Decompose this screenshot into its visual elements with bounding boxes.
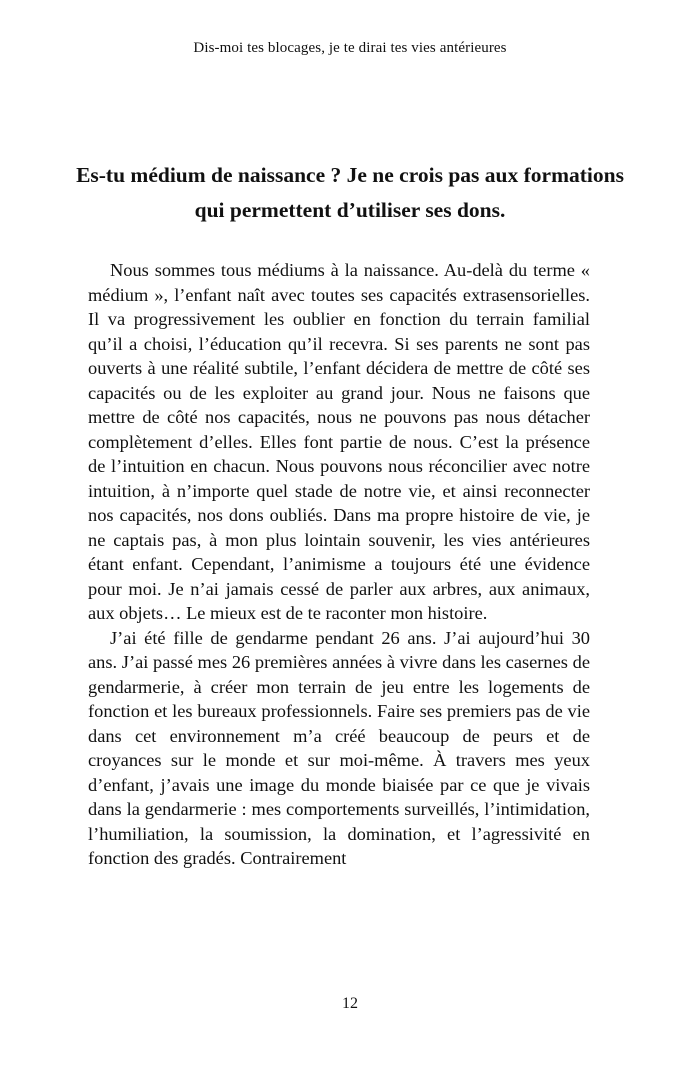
page-number: 12: [342, 995, 358, 1012]
paragraph: J’ai été fille de gendarme pendant 26 ans. J’ai aujourd’hui 30 ans. J’ai passé mes 26 premières années à vivre dans les casernes de gendarmerie, à créer mon terrain de jeu entre les logements de fonction et les bureaux professionnels. Faire ses premiers pas de vie dans cet environnement m’a créé beaucoup de peurs et de croyances sur le monde et sur moi-même. À travers mes yeux d’enfant, j’avais une image du monde biaisée par ce que je vivais dans la gendarmerie : mes comportements surveillés, l’intimidation, l’humiliation, la soumission, la domination, et l’agressivité en fonction des gradés. Contrairement: [88, 627, 590, 868]
body-text: [88, 258, 590, 871]
paragraph: Nous sommes tous médiums à la naissance. Au-delà du terme « médium », l’enfant naît avec toutes ses capacités extrasensorielles. Il va progressivement les oublier en fonction du terrain familial qu’il a choisi, l’éducation qu’il recevra. Si ses parents ne sont pas ouverts à une réalité subtile, l’enfant décidera de mettre de côté ses capacités ou de les exploiter au grand jour. Nous ne faisons que mettre de côté nos capacités, nous ne pouvons pas nous détacher complètement d’elles. Elles font partie de nous. C’est la présence de l’intuition en chacun. Nous pouvons nous réconcilier avec notre intuition, à n’importe quel stade de notre vie, et ainsi reconnecter nos capacités, nos dons oubliés. Dans ma propre histoire de vie, je ne captais pas, à mon plus lointain souvenir, les vies antérieures étant enfant. Cependant, l’animisme a toujours été une évidence pour moi. Je n’ai jamais cessé de parler aux arbres, aux animaux, aux objets… Le mieux est de te raconter mon histoire.: [88, 260, 590, 623]
chapter-title: Es-tu médium de naissance ? Je ne crois pas aux formations qui permettent d’utiliser ses dons.: [76, 163, 624, 222]
running-header: Dis-moi tes blocages, je te dirai tes vies antérieures: [193, 40, 507, 56]
